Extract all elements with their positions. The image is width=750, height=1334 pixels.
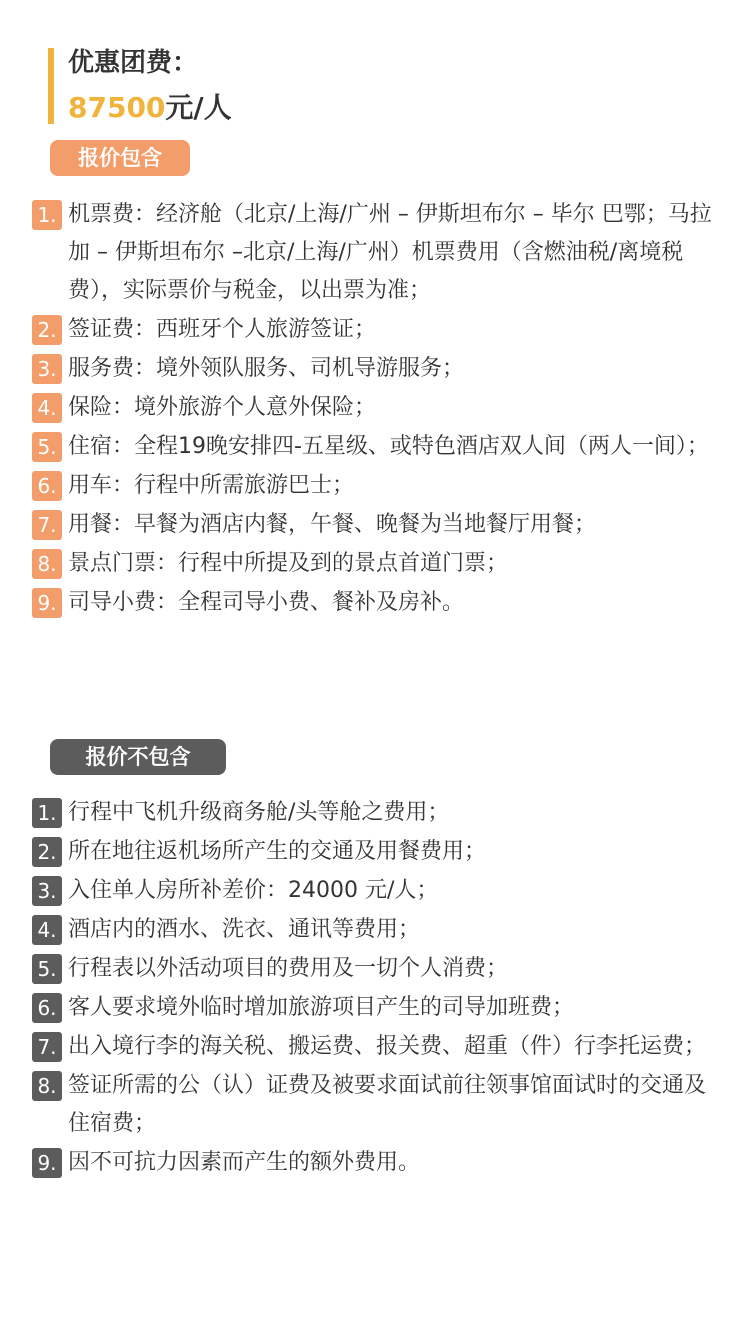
excluded-section-tag: 报价不包含 [50,739,226,775]
item-text: 住宿：全程19晚安排四-五星级、或特色酒店双人间（两人一间）； [68,434,709,459]
item-text: 景点门票：行程中所提及到的景点首道门票； [68,551,509,576]
item-number-badge: 9. [32,588,62,618]
item-number-badge: 3. [32,876,62,906]
excluded-item [32,950,712,988]
item-number-badge: 8. [32,549,62,579]
item-text: 服务费：境外领队服务、司机导游服务； [68,356,465,381]
item-text: 签证费：西班牙个人旅游签证； [68,317,377,342]
item-text: 因不可抗力因素而产生的额外费用。 [68,1150,421,1175]
included-item [32,584,712,622]
excluded-item [32,833,712,871]
item-text: 签证所需的公（认）证费及被要求面试前往领事馆面试时的交通及住宿费； [68,1073,707,1136]
included-section-tag: 报价包含 [50,140,190,176]
item-text: 用餐：早餐为酒店内餐，午餐、晚餐为当地餐厅用餐； [68,512,597,537]
excluded-list [32,794,712,1183]
item-text: 保险：境外旅游个人意外保险； [68,395,377,420]
item-text: 司导小费：全程司导小费、餐补及房补。 [68,590,465,615]
price-amount: 87500 [68,91,166,124]
item-number-badge: 7. [32,1032,62,1062]
item-number-badge: 2. [32,315,62,345]
accent-bar [48,48,54,124]
excluded-item [32,1067,712,1143]
item-number-badge: 3. [32,354,62,384]
excluded-item [32,1144,712,1182]
included-item [32,350,712,388]
item-number-badge: 6. [32,993,62,1023]
excluded-item [32,794,712,832]
item-number-badge: 4. [32,915,62,945]
item-number-badge: 5. [32,954,62,984]
item-number-badge: 2. [32,837,62,867]
item-text: 酒店内的酒水、洗衣、通讯等费用； [68,917,421,942]
item-text: 机票费：经济舱（北京/上海/广州 – 伊斯坦布尔 – 毕尔 巴鄂；马拉加 – 伊斯坦布尔 –北京/上海/广州）机票费用（含燃油税/离境税费），实际票价与税金，以出票为准； [68,202,712,303]
excluded-item [32,989,712,1027]
item-number-badge: 8. [32,1071,62,1101]
excluded-item [32,1028,712,1066]
item-text: 客人要求境外临时增加旅游项目产生的司导加班费； [68,995,575,1020]
item-number-badge: 9. [32,1148,62,1178]
included-list [32,196,712,623]
item-text: 行程中飞机升级商务舱/头等舱之费用； [68,800,450,825]
item-number-badge: 5. [32,432,62,462]
item-text: 入住单人房所补差价：24000 元/人； [68,878,439,903]
price-unit: 元/人 [165,91,232,124]
price-value [68,90,232,126]
item-text: 出入境行李的海关税、搬运费、报关费、超重（件）行李托运费； [68,1034,707,1059]
item-number-badge: 4. [32,393,62,423]
item-text: 所在地往返机场所产生的交通及用餐费用； [68,839,487,864]
price-block [48,46,728,124]
excluded-item [32,872,712,910]
item-number-badge: 7. [32,510,62,540]
included-item [32,311,712,349]
item-number-badge: 1. [32,200,62,230]
included-item [32,389,712,427]
price-label: 优惠团费： [68,48,199,78]
included-item [32,428,712,466]
included-item [32,196,712,310]
item-text: 用车：行程中所需旅游巴士； [68,473,355,498]
included-item [32,506,712,544]
excluded-item [32,911,712,949]
included-item [32,467,712,505]
item-number-badge: 6. [32,471,62,501]
item-number-badge: 1. [32,798,62,828]
item-text: 行程表以外活动项目的费用及一切个人消费； [68,956,509,981]
included-item [32,545,712,583]
